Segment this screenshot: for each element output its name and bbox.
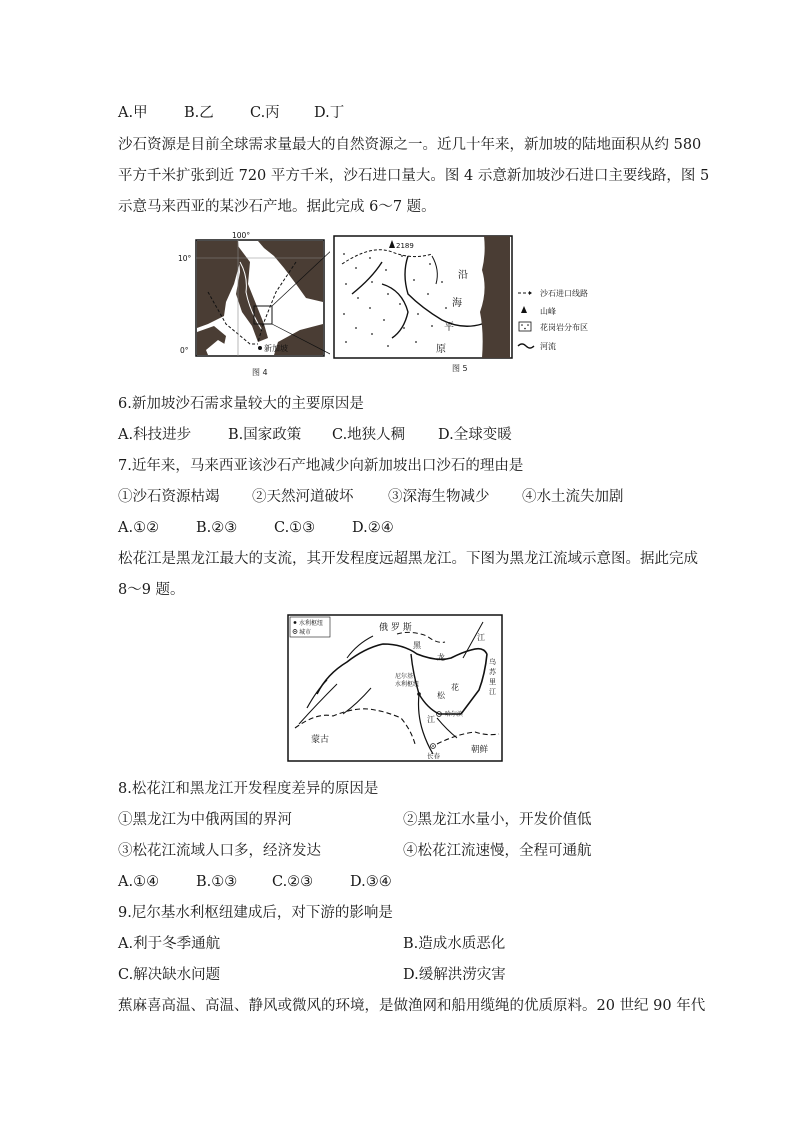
q6-option-d: D.全球变暖 xyxy=(438,427,512,443)
map2-harbin-label: 哈尔滨 xyxy=(445,711,464,718)
q8-options xyxy=(118,872,392,892)
q7-option-b: B.②③ xyxy=(196,520,238,536)
map2-heilong-char-3: 江 xyxy=(477,633,485,642)
q6-option-c: C.地狭人稠 xyxy=(332,427,406,443)
q9-option-c: C.解决缺水问题 xyxy=(118,967,221,983)
map2-wusuli-char-1: 乌 xyxy=(489,658,496,666)
q7-stem: 7.近年来，马来西亚该沙石产地减少向新加坡出口沙石的理由是 xyxy=(118,458,524,474)
fig5-plain-char-4: 原 xyxy=(436,344,446,355)
q7-options xyxy=(118,518,394,538)
map2-songhua-char-2: 花 xyxy=(451,683,459,692)
q8-statement-1: ①黑龙江为中俄两国的界河 xyxy=(118,812,292,828)
figure-4-map xyxy=(178,232,330,372)
map2-songhua-char-3: 江 xyxy=(427,715,435,724)
q8-stem: 8.松花江和黑龙江开发程度差异的原因是 xyxy=(118,781,379,797)
map2-wusuli-char-3: 里 xyxy=(489,678,496,686)
q5-option-c: C.丙 xyxy=(250,105,280,121)
map2-changchun-label: 长春 xyxy=(427,752,440,760)
map2-wusuli-char-4: 江 xyxy=(489,688,496,696)
mountain-peak-icon xyxy=(521,306,527,313)
q8-statement-2: ②黑龙江水量小，开发价值低 xyxy=(403,812,592,828)
fig4-latitude-bottom: 0° xyxy=(180,346,189,355)
q7-statement-1: ①沙石资源枯竭 xyxy=(118,489,220,505)
map2-dam-type: 水利枢纽 xyxy=(395,681,420,688)
map2-wusuli-char-2: 苏 xyxy=(489,668,496,676)
map2-korea-label: 朝鲜 xyxy=(471,745,489,755)
q6-option-a: A.科技进步 xyxy=(118,427,192,443)
fig5-plain-char-3: 平 xyxy=(444,322,454,333)
q7-option-c: C.①③ xyxy=(274,520,316,536)
passage1-line-2: 平方千米扩张到近 720 平方千米，沙石进口量大。图 4 示意新加坡沙石进口主要线路，图 5 xyxy=(118,168,710,184)
legend-granite-label: 花岗岩分布区 xyxy=(540,323,588,332)
q5-options xyxy=(118,103,344,123)
q5-option-d: D.丁 xyxy=(314,105,345,121)
map2-heilong-char-2: 龙 xyxy=(437,653,445,662)
q7-statements xyxy=(118,487,624,507)
q8-statement-4: ④松花江流速慢，全程可通航 xyxy=(403,843,592,859)
legend-peak-label: 山峰 xyxy=(540,307,556,316)
fig5-peak-elevation: 2189 xyxy=(396,242,414,250)
q5-option-a: A.甲 xyxy=(118,105,148,121)
map2-mongolia-label: 蒙古 xyxy=(311,735,330,745)
passage3-line-1: 蕉麻喜高温、高温、静风或微风的环境，是做渔网和船用缆绳的优质原料。20 世纪 90 年代 xyxy=(118,998,706,1014)
figure-legend xyxy=(516,284,626,358)
fig5-plain-char-1: 沿 xyxy=(458,270,468,281)
heilongjiang-basin-map xyxy=(287,614,503,762)
q8-option-a: A.①④ xyxy=(118,874,160,890)
map2-russia-label: 俄 罗 斯 xyxy=(379,623,412,633)
q8-option-d: D.③④ xyxy=(350,874,392,890)
q6-option-b: B.国家政策 xyxy=(228,427,302,443)
q7-statement-4: ④水土流失加剧 xyxy=(522,489,624,505)
q9-stem: 9.尼尔基水利枢纽建成后，对下游的影响是 xyxy=(118,905,393,921)
q8-option-b: B.①③ xyxy=(196,874,238,890)
fig4-singapore-label: 新加坡 xyxy=(264,344,288,353)
q5-option-b: B.乙 xyxy=(184,105,214,121)
q9-option-d: D.缓解洪涝灾害 xyxy=(403,967,506,983)
q7-option-d: D.②④ xyxy=(352,520,394,536)
q7-statement-3: ③深海生物减少 xyxy=(388,489,490,505)
q6-stem: 6.新加坡沙石需求量较大的主要原因是 xyxy=(118,396,364,412)
figure-5-map xyxy=(332,234,514,362)
legend-river-label: 河流 xyxy=(540,342,556,351)
map2-legend-dam: 水利枢纽 xyxy=(299,620,324,627)
q6-options xyxy=(118,425,512,445)
fig4-latitude-top: 10° xyxy=(178,254,192,263)
fig4-longitude-label: 100° xyxy=(232,232,251,240)
map2-songhua-char-1: 松 xyxy=(437,691,445,700)
q8-statement-3: ③松花江流域人口多，经济发达 xyxy=(118,843,321,859)
fig5-plain-char-2: 海 xyxy=(452,298,462,309)
q9-option-a: A.利于冬季通航 xyxy=(118,936,221,952)
passage1-line-3: 示意马来西亚的某沙石产地。据此完成 6～7 题。 xyxy=(118,199,436,215)
q7-option-a: A.①② xyxy=(118,520,160,536)
q7-statement-2: ②天然河道破坏 xyxy=(252,489,354,505)
figure-4-caption: 图 4 xyxy=(252,368,268,377)
q8-option-c: C.②③ xyxy=(272,874,314,890)
passage2-line-1: 松花江是黑龙江最大的支流，其开发程度远超黑龙江。下图为黑龙江流域示意图。据此完成 xyxy=(118,551,698,567)
passage1-line-1: 沙石资源是目前全球需求量最大的自然资源之一。近几十年来，新加坡的陆地面积从约 580 xyxy=(118,137,702,153)
map2-heilong-char-1: 黑 xyxy=(413,641,421,650)
figure-5-caption: 图 5 xyxy=(452,364,468,373)
q9-option-b: B.造成水质恶化 xyxy=(403,936,506,952)
map2-dam-name: 尼尔基 xyxy=(395,673,414,680)
passage2-line-2: 8～9 题。 xyxy=(118,582,185,598)
map2-legend-city: 城市 xyxy=(299,629,312,636)
legend-route-label: 沙石进口线路 xyxy=(540,289,588,298)
